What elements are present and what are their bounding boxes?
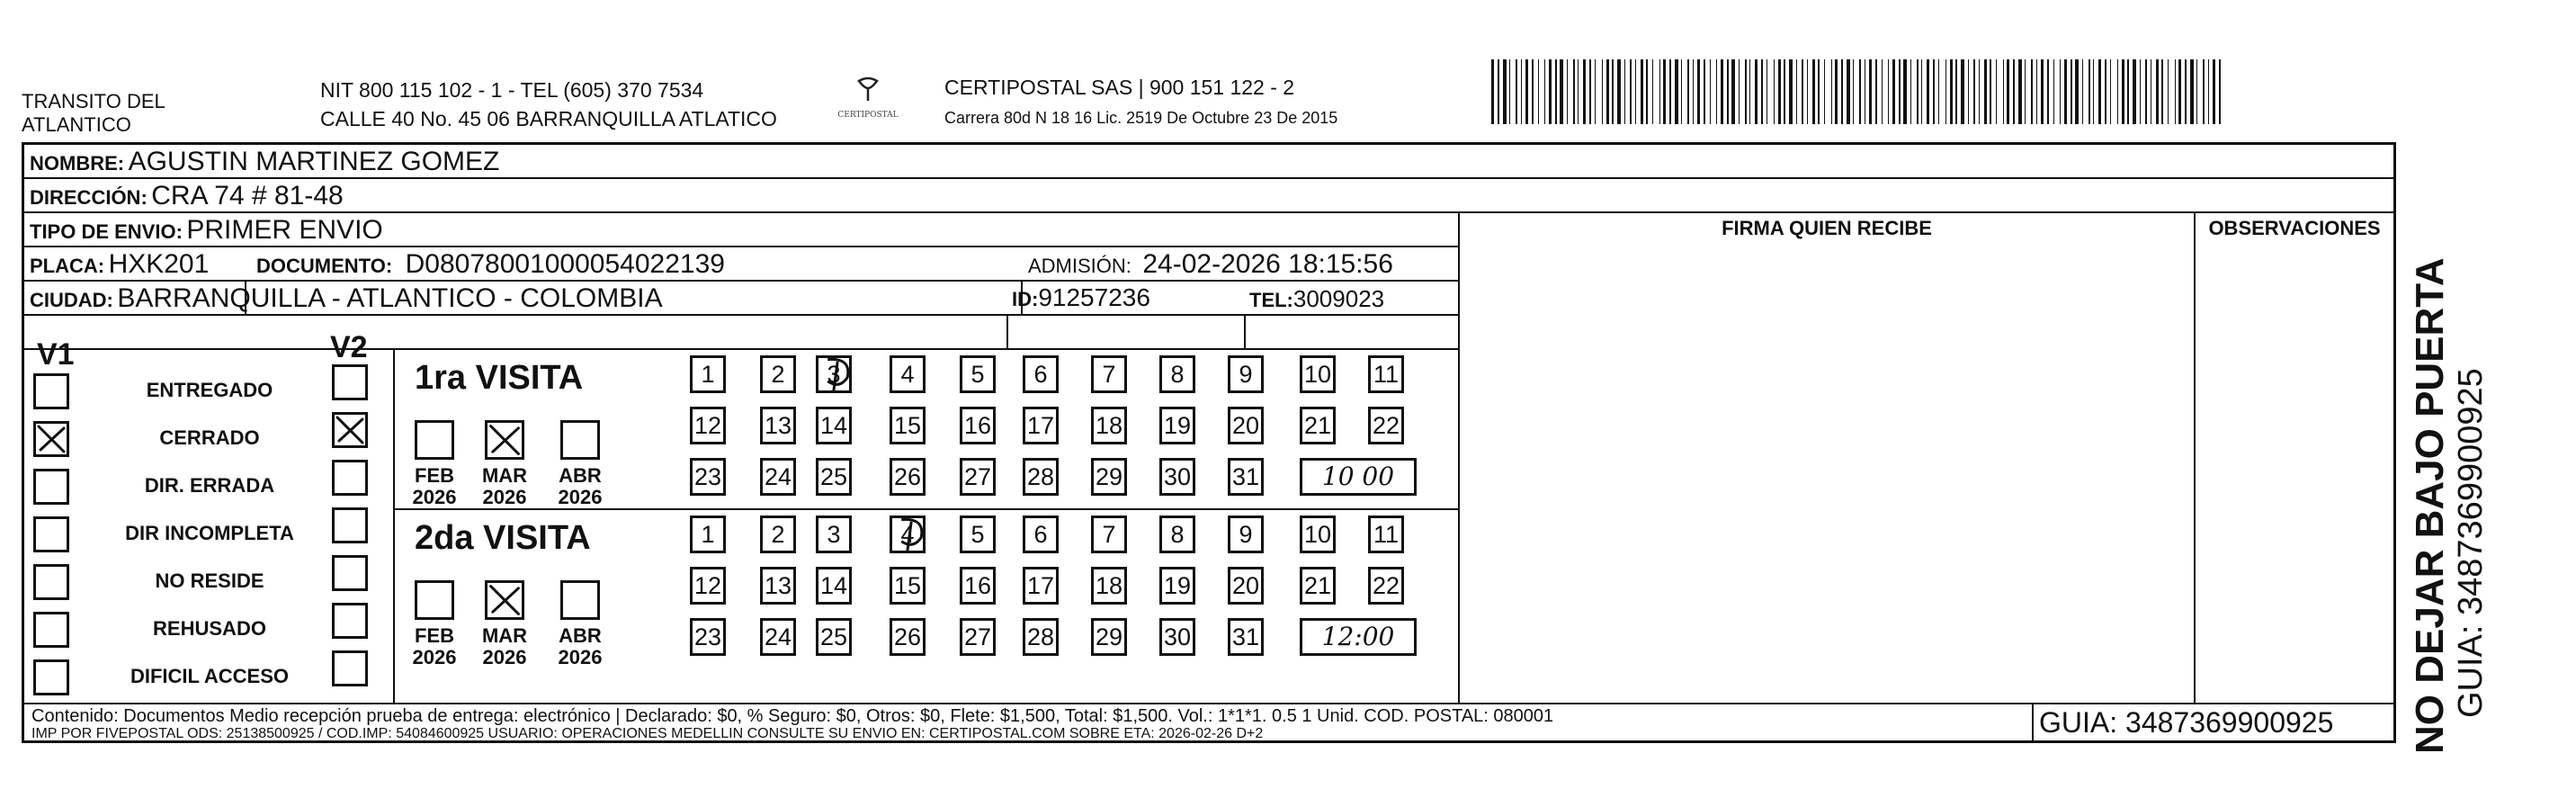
v1-header: V1: [37, 337, 75, 372]
day-box[interactable]: 24: [760, 458, 796, 496]
admission-label: ADMISIÓN:: [1028, 255, 1131, 277]
type-row: [30, 215, 383, 246]
day-box[interactable]: 11: [1368, 516, 1404, 553]
company-line: CERTIPOSTAL SAS | 900 151 122 - 2: [944, 76, 1295, 99]
name-row: [30, 147, 499, 177]
day-box[interactable]: 27: [960, 458, 996, 496]
day-box[interactable]: 21: [1300, 407, 1336, 444]
day-box[interactable]: 13: [760, 567, 796, 605]
plate-value: HXK201: [108, 249, 210, 279]
name-label: NOMBRE:: [30, 152, 125, 175]
sender-line-1: TRANSITO DEL: [22, 90, 165, 112]
city-label: CIUDAD:: [30, 289, 113, 311]
day-box[interactable]: 1: [690, 516, 726, 553]
tel-label: TEL:: [1249, 289, 1293, 311]
address-value: CRA 74 # 81-48: [151, 181, 344, 211]
tel-cell: [1249, 285, 1384, 313]
status-option-label: NO RESIDE: [155, 569, 264, 592]
document-cell: [256, 249, 725, 280]
day-box[interactable]: 27: [960, 618, 996, 656]
certipostal-logo-icon: [827, 76, 908, 128]
month-year: 2026: [412, 486, 457, 508]
day-box[interactable]: 25: [816, 458, 852, 496]
month-year: 2026: [558, 486, 603, 508]
plate-cell: [30, 249, 209, 280]
day-box[interactable]: 26: [890, 458, 926, 496]
id-value: 91257236: [1038, 283, 1150, 311]
barcode: [1491, 59, 2229, 124]
month-checkbox[interactable]: [415, 420, 454, 460]
day-box[interactable]: 18: [1091, 407, 1127, 444]
day-box[interactable]: 15: [890, 567, 926, 605]
day-box[interactable]: 30: [1159, 458, 1195, 496]
day-box[interactable]: 17: [1023, 407, 1059, 444]
plate-label: PLACA:: [30, 255, 105, 277]
month-name: FEB: [415, 624, 454, 647]
day-box[interactable]: 2: [760, 516, 796, 553]
day-box[interactable]: 7: [1091, 355, 1127, 393]
day-box[interactable]: 5: [960, 355, 996, 393]
day-box[interactable]: 22: [1368, 567, 1404, 605]
status-option-label: DIR INCOMPLETA: [125, 522, 294, 544]
company-logo: [827, 76, 908, 128]
month-label: [473, 465, 536, 508]
delivery-form: [22, 142, 2396, 743]
day-box[interactable]: 3: [816, 355, 852, 393]
side-guia: GUIA: 3487369900925: [2452, 368, 2490, 718]
tel-value: 3009023: [1292, 285, 1385, 312]
day-box[interactable]: 30: [1159, 618, 1195, 656]
id-cell: [1012, 283, 1150, 312]
license-line: Carrera 80d N 18 16 Lic. 2519 De Octubre 23 De 2015: [944, 109, 1338, 127]
day-box[interactable]: 7: [1091, 516, 1127, 553]
month-label: [403, 465, 466, 508]
day-box[interactable]: 14: [816, 407, 852, 444]
day-box[interactable]: 23: [690, 458, 726, 496]
month-name: MAR: [481, 464, 528, 487]
month-label: [403, 625, 466, 668]
nit-line: NIT 800 115 102 - 1 - TEL (605) 370 7534: [320, 78, 704, 102]
v1-checkbox[interactable]: [33, 516, 69, 552]
day-box[interactable]: 19: [1159, 567, 1195, 605]
day-box[interactable]: 22: [1368, 407, 1404, 444]
sender-contact: [320, 76, 777, 133]
v2-checkbox[interactable]: [332, 650, 368, 686]
signature-header: FIRMA QUIEN RECIBE: [1722, 217, 1932, 239]
day-box[interactable]: 11: [1368, 355, 1404, 393]
month-checkbox[interactable]: [560, 420, 600, 460]
address-line: CALLE 40 No. 45 06 BARRANQUILLA ATLATICO: [320, 107, 777, 130]
day-box[interactable]: 20: [1228, 567, 1264, 605]
day-box[interactable]: 26: [890, 618, 926, 656]
side-notice: [2409, 124, 2490, 754]
day-box[interactable]: 20: [1228, 407, 1264, 444]
month-name: MAR: [481, 624, 528, 647]
month-year: 2026: [558, 646, 603, 668]
time-field[interactable]: 12:00: [1300, 618, 1417, 656]
day-box[interactable]: 9: [1228, 516, 1264, 553]
day-box[interactable]: 5: [960, 516, 996, 553]
v1-checkbox[interactable]: [33, 564, 69, 600]
status-option-label: REHUSADO: [153, 617, 266, 640]
visit-title: 1ra VISITA: [415, 359, 584, 397]
month-label: [549, 625, 612, 668]
day-box[interactable]: 21: [1300, 567, 1336, 605]
content-line: Contenido: Documentos Medio recepción prueba de entrega: electrónico | Declarado: $0, % Seguro: $0, Otros: $0, Flete: $1,500, Total: $1,500. Vol.: 1*1*1. 0.5 1 Unid. COD. POSTAL: 080001: [31, 706, 1554, 726]
month-year: 2026: [412, 646, 457, 668]
day-box[interactable]: 4: [890, 355, 926, 393]
side-notice-text: NO DEJAR BAJO PUERTA: [2408, 257, 2452, 754]
v2-checkbox[interactable]: [332, 364, 368, 400]
document-label: DOCUMENTO:: [256, 255, 393, 277]
day-box[interactable]: 10: [1300, 516, 1336, 553]
v2-checkbox[interactable]: [332, 460, 368, 496]
v2-checkbox[interactable]: [332, 412, 368, 448]
day-box[interactable]: 16: [960, 567, 996, 605]
id-label: ID:: [1012, 288, 1039, 310]
day-box[interactable]: 29: [1091, 458, 1127, 496]
admission-value: 24-02-2026 18:15:56: [1142, 249, 1393, 279]
visit-title: 2da VISITA: [415, 519, 591, 557]
day-box[interactable]: 12: [690, 407, 726, 444]
imp-line: IMP POR FIVEPOSTAL ODS: 25138500925 / COD.IMP: 54084600925 USUARIO: OPERACIONES MEDELLIN CONSULTE SU ENVIO EN: CERTIPOSTAL.COM SOBRE ETA: 2026-02-26 D+2: [31, 726, 1264, 741]
month-name: ABR: [559, 464, 602, 487]
day-box[interactable]: 6: [1023, 355, 1059, 393]
status-option-label: CERRADO: [159, 426, 260, 449]
logo-text: CERTIPOSTAL: [837, 111, 899, 120]
admission-cell: [1028, 249, 1393, 280]
month-checkbox[interactable]: [485, 580, 524, 620]
day-box[interactable]: 23: [690, 618, 726, 656]
day-box[interactable]: 8: [1159, 355, 1195, 393]
day-box[interactable]: 10: [1300, 355, 1336, 393]
status-option-label: DIFICIL ACCESO: [130, 665, 289, 687]
day-box[interactable]: 4: [890, 516, 926, 553]
v1-checkbox[interactable]: [33, 421, 69, 457]
v2-header: V2: [330, 330, 368, 364]
day-box[interactable]: 8: [1159, 516, 1195, 553]
day-box[interactable]: 31: [1228, 618, 1264, 656]
day-box[interactable]: 29: [1091, 618, 1127, 656]
status-option-label: DIR. ERRADA: [144, 474, 275, 497]
day-box[interactable]: 17: [1023, 567, 1059, 605]
company-block: [944, 72, 1337, 133]
month-checkbox[interactable]: [415, 580, 454, 620]
day-box[interactable]: 2: [760, 355, 796, 393]
month-checkbox[interactable]: [560, 580, 600, 620]
v1-checkbox[interactable]: [33, 373, 69, 409]
sender-block: [22, 90, 237, 137]
city-value: BARRANQUILLA - ATLANTICO - COLOMBIA: [117, 283, 663, 313]
status-option-label: ENTREGADO: [146, 379, 273, 401]
time-field[interactable]: 10 00: [1300, 458, 1417, 496]
footer-guia: GUIA: 3487369900925: [2039, 706, 2334, 739]
day-box[interactable]: 28: [1023, 458, 1059, 496]
month-year: 2026: [482, 646, 527, 668]
address-row: [30, 181, 344, 211]
day-box[interactable]: 25: [816, 618, 852, 656]
day-box[interactable]: 1: [690, 355, 726, 393]
city-cell: [30, 283, 663, 314]
day-box[interactable]: 16: [960, 407, 996, 444]
type-label: TIPO DE ENVIO:: [30, 220, 183, 243]
document-value: D08078001000054022139: [405, 249, 725, 279]
day-box[interactable]: 6: [1023, 516, 1059, 553]
day-box[interactable]: 13: [760, 407, 796, 444]
day-box[interactable]: 19: [1159, 407, 1195, 444]
observations-header: OBSERVACIONES: [2208, 217, 2381, 239]
v1-checkbox[interactable]: [33, 612, 69, 648]
v2-checkbox[interactable]: [332, 507, 368, 543]
month-label: [473, 625, 536, 668]
sender-line-2: ATLANTICO: [22, 113, 131, 136]
month-name: FEB: [415, 464, 454, 487]
barcode-icon: [1491, 59, 2229, 124]
v1-checkbox[interactable]: [33, 469, 69, 505]
month-label: [549, 465, 612, 508]
day-box[interactable]: 15: [890, 407, 926, 444]
v2-checkbox[interactable]: [332, 555, 368, 591]
day-box[interactable]: 12: [690, 567, 726, 605]
type-value: PRIMER ENVIO: [186, 215, 383, 245]
month-checkbox[interactable]: [485, 420, 524, 460]
day-box[interactable]: 3: [816, 516, 852, 553]
v2-checkbox[interactable]: [332, 603, 368, 639]
month-year: 2026: [482, 486, 527, 508]
day-box[interactable]: 31: [1228, 458, 1264, 496]
day-box[interactable]: 18: [1091, 567, 1127, 605]
day-box[interactable]: 14: [816, 567, 852, 605]
address-label: DIRECCIÓN:: [30, 186, 148, 209]
name-value: AGUSTIN MARTINEZ GOMEZ: [128, 147, 500, 176]
v1-checkbox[interactable]: [33, 659, 69, 695]
month-name: ABR: [559, 624, 602, 647]
day-box[interactable]: 9: [1228, 355, 1264, 393]
day-box[interactable]: 24: [760, 618, 796, 656]
day-box[interactable]: 28: [1023, 618, 1059, 656]
